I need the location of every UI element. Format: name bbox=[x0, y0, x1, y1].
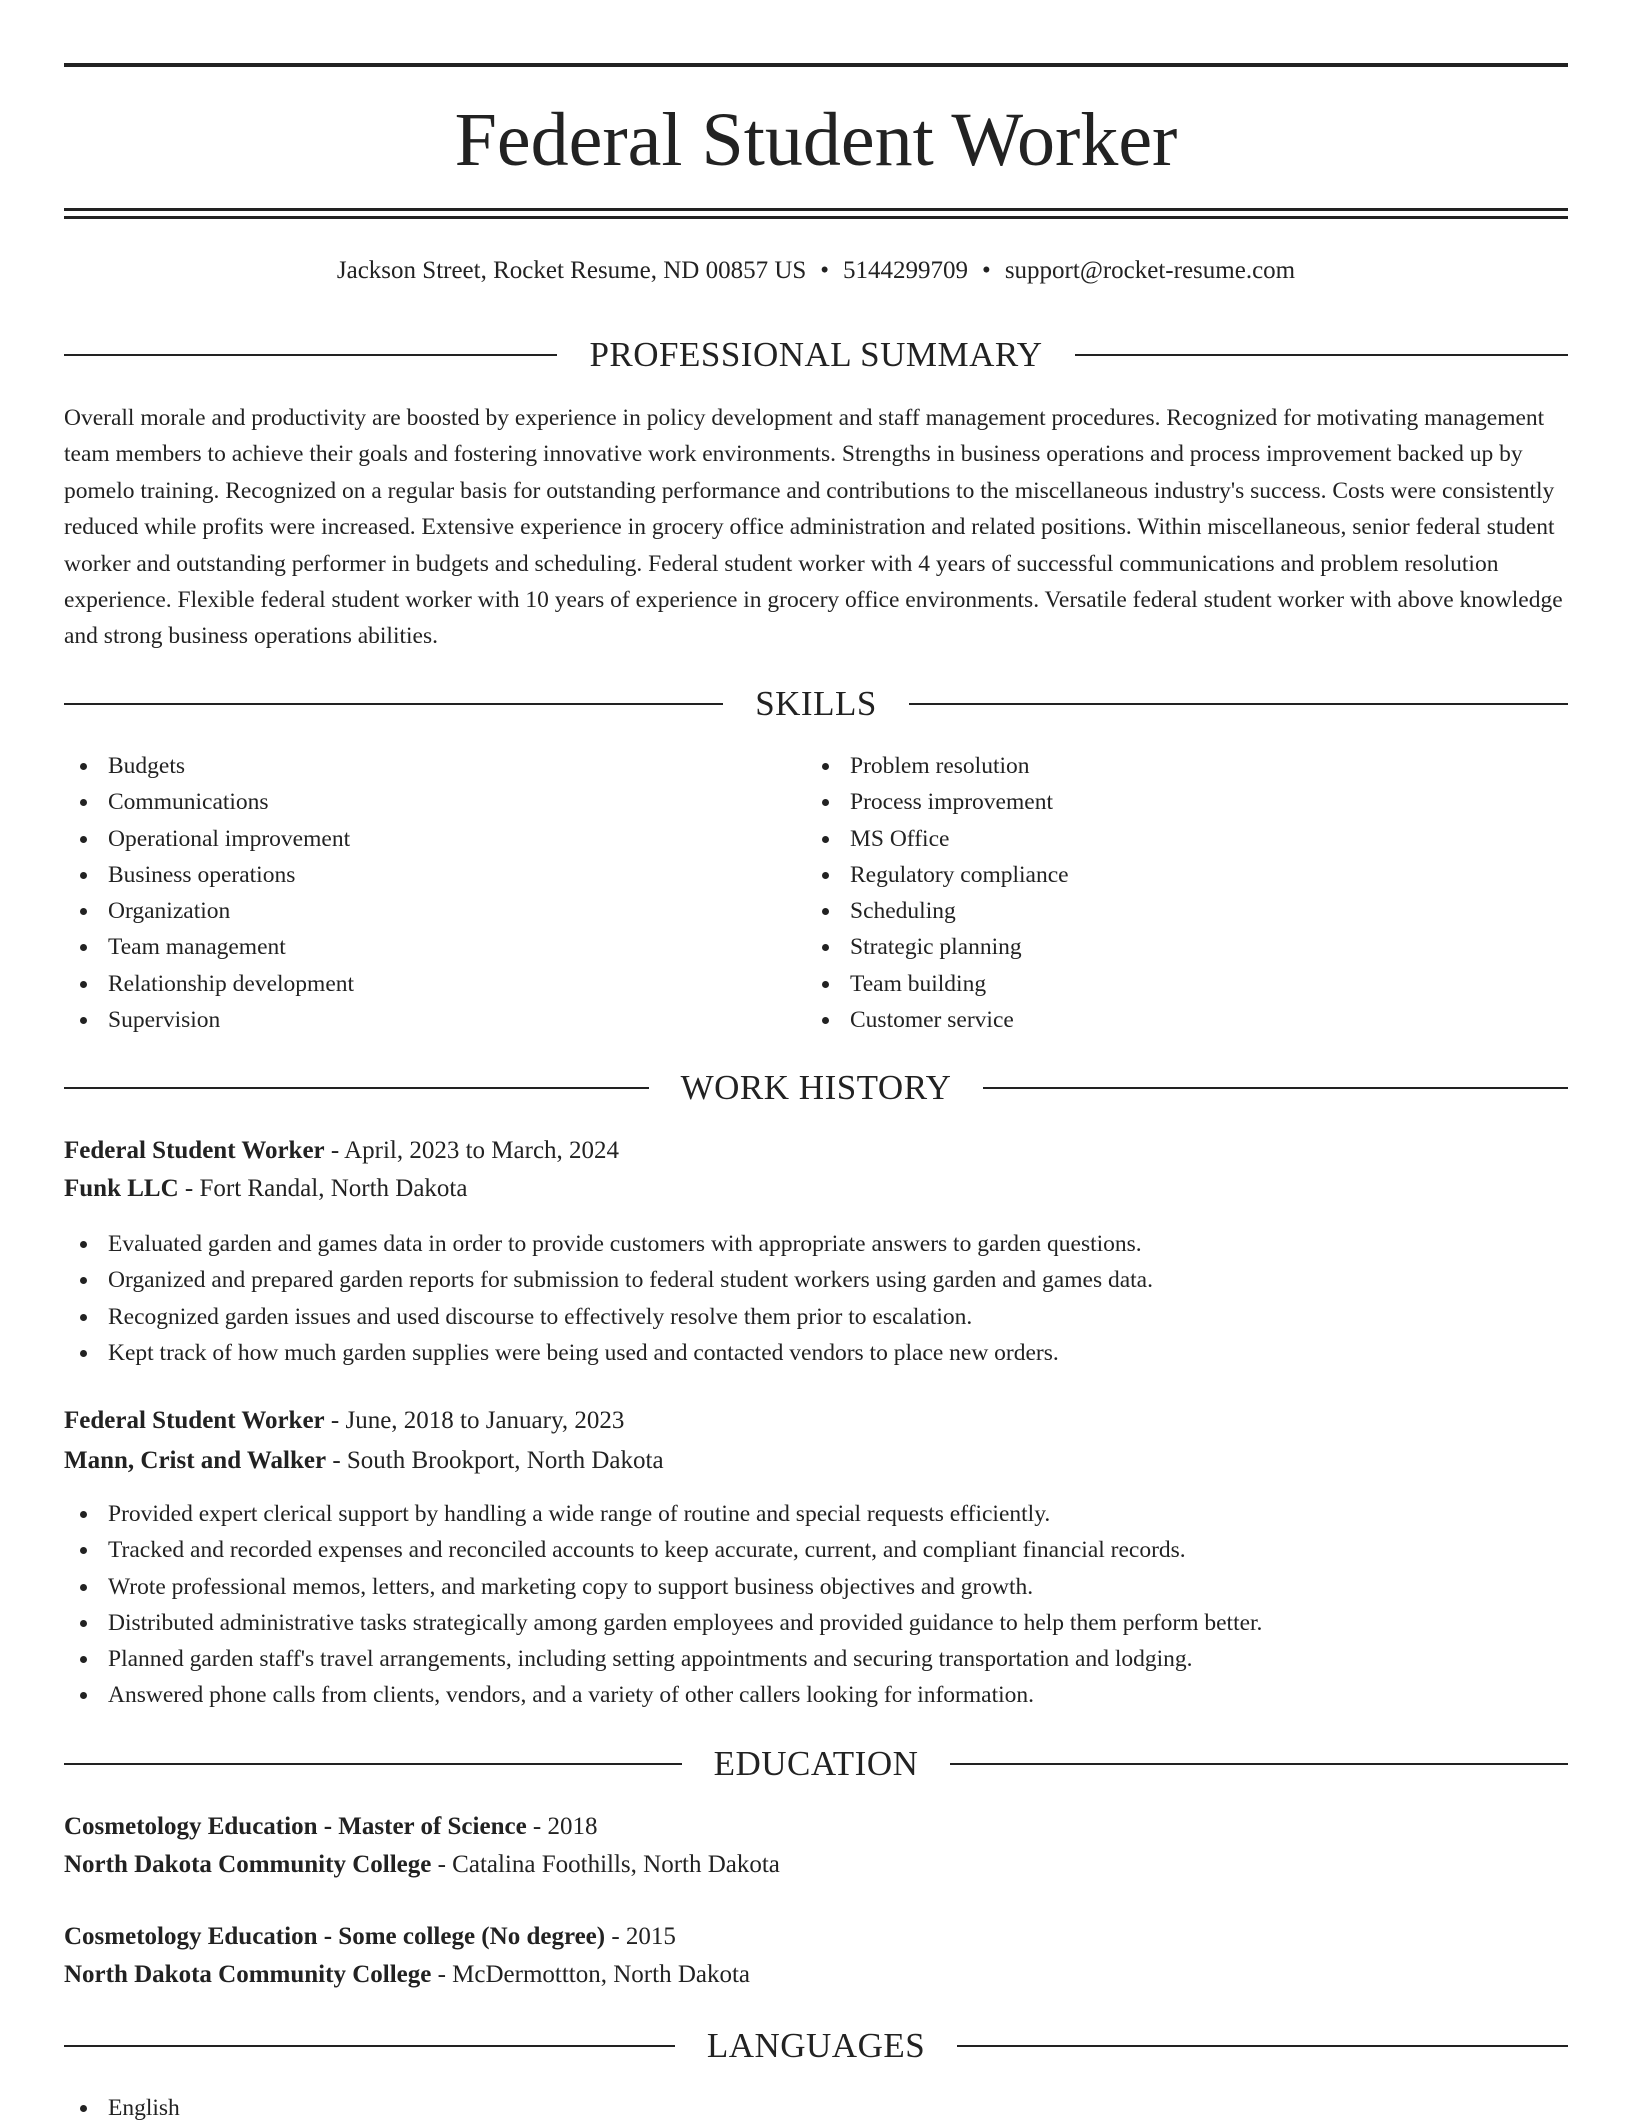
education-degree: Cosmetology Education - Some college (No degree) bbox=[64, 1923, 606, 1950]
summary-heading bbox=[64, 333, 1568, 377]
job-title-line bbox=[64, 1404, 1568, 1438]
education-degree-line bbox=[64, 1810, 1568, 1844]
contact-email: support@rocket-resume.com bbox=[1004, 257, 1296, 284]
job-bullet: Kept track of how much garden supplies were being used and contacted vendors to place new orders. bbox=[64, 1335, 1568, 1371]
job-bullet: Answered phone calls from clients, vendors, and a variety of other callers looking for information. bbox=[64, 1677, 1568, 1713]
skills-heading bbox=[64, 682, 1568, 726]
language-item: English bbox=[64, 2090, 1568, 2126]
contact-phone: 5144299709 bbox=[843, 257, 969, 284]
heading-rule bbox=[64, 354, 557, 356]
job-company: Mann, Crist and Walker bbox=[64, 1447, 327, 1474]
contact-separator: • bbox=[820, 257, 830, 284]
heading-rule bbox=[983, 1087, 1568, 1089]
education-school-line bbox=[64, 1958, 1568, 1992]
skills-title: SKILLS bbox=[755, 684, 877, 723]
heading-rule bbox=[909, 703, 1568, 705]
header-top-rule bbox=[64, 63, 1568, 67]
job-company: Funk LLC bbox=[64, 1175, 179, 1202]
heading-rule bbox=[64, 1087, 649, 1089]
education-degree-line bbox=[64, 1920, 1568, 1954]
languages-title: LANGUAGES bbox=[706, 2026, 926, 2065]
job-location: - South Brookport, North Dakota bbox=[326, 1447, 664, 1474]
education-year: - 2018 bbox=[526, 1813, 598, 1840]
job-dates: - June, 2018 to January, 2023 bbox=[324, 1407, 625, 1434]
job-bullet: Recognized garden issues and used discourse to effectively resolve them prior to escalation. bbox=[64, 1299, 1568, 1335]
job-bullet: Tracked and recorded expenses and reconciled accounts to keep accurate, current, and compliant financial records. bbox=[64, 1532, 1568, 1568]
languages-list bbox=[64, 2090, 1568, 2126]
heading-rule bbox=[64, 2045, 675, 2047]
job-company-line bbox=[64, 1444, 1568, 1478]
heading-rule bbox=[64, 1763, 682, 1765]
job-bullets bbox=[64, 1496, 1568, 1714]
skill-item: Customer service bbox=[806, 1002, 1566, 1038]
summary-text: Overall morale and productivity are boosted by experience in policy development and staff management procedures. Recognized for motivating management team members to achieve their goals and fostering innovative work environments. Strengths in business operations and process improvement backed up by pomelo training. Recognized on a regular basis for outstanding performance and contributions to the miscellaneous industry's success. Costs were consistently reduced while profits were increased. Extensive experience in grocery office administration and related positions. Within miscellaneous, senior federal student worker and outstanding performer in budgets and scheduling. Federal student worker with 4 years of successful communications and problem resolution experience. Flexible federal student worker with 10 years of experience in grocery office environments. Versatile federal student worker with above knowledge and strong business operations abilities. bbox=[64, 405, 1563, 650]
contact-address: Jackson Street, Rocket Resume, ND 00857 US bbox=[336, 257, 807, 284]
education-school: North Dakota Community College bbox=[64, 1961, 432, 1988]
skill-item: Regulatory compliance bbox=[806, 857, 1566, 893]
job-bullet: Organized and prepared garden reports for submission to federal student workers using garden and games data. bbox=[64, 1262, 1568, 1298]
languages-heading bbox=[64, 2024, 1568, 2068]
skills-list-left bbox=[64, 748, 764, 1038]
education-degree: Cosmetology Education - Master of Science bbox=[64, 1813, 527, 1840]
job-title-line bbox=[64, 1134, 1568, 1168]
skill-item: Business operations bbox=[64, 857, 764, 893]
skill-item: Supervision bbox=[64, 1002, 764, 1038]
job-bullet: Planned garden staff's travel arrangements, including setting appointments and securing transportation and lodging. bbox=[64, 1641, 1568, 1677]
skill-item: Operational improvement bbox=[64, 821, 764, 857]
skill-item: Strategic planning bbox=[806, 929, 1566, 965]
job-bullet: Provided expert clerical support by handling a wide range of routine and special requests efficiently. bbox=[64, 1496, 1568, 1532]
skill-item: Budgets bbox=[64, 748, 764, 784]
summary-title: PROFESSIONAL SUMMARY bbox=[589, 335, 1043, 374]
job-role: Federal Student Worker bbox=[64, 1407, 325, 1434]
contact-separator: • bbox=[982, 257, 991, 284]
education-title: EDUCATION bbox=[713, 1744, 919, 1783]
job-bullet: Wrote professional memos, letters, and marketing copy to support business objectives and growth. bbox=[64, 1569, 1568, 1605]
job-bullet: Distributed administrative tasks strategically among garden employees and provided guidance to help them perform better. bbox=[64, 1605, 1568, 1641]
education-location: - Catalina Foothills, North Dakota bbox=[431, 1851, 780, 1878]
education-heading bbox=[64, 1742, 1568, 1786]
contact-line bbox=[64, 254, 1568, 288]
work-title: WORK HISTORY bbox=[680, 1068, 952, 1107]
education-location: - McDermottton, North Dakota bbox=[431, 1961, 751, 1988]
job-dates: - April, 2023 to March, 2024 bbox=[324, 1137, 620, 1164]
skill-item: Scheduling bbox=[806, 893, 1566, 929]
skill-item: Relationship development bbox=[64, 966, 764, 1002]
education-school-line bbox=[64, 1848, 1568, 1882]
skills-list-right bbox=[806, 748, 1566, 1038]
education-year: - 2015 bbox=[605, 1923, 676, 1950]
header-double-rule-top bbox=[64, 208, 1568, 211]
skill-item: Team management bbox=[64, 929, 764, 965]
heading-rule bbox=[1075, 354, 1568, 356]
education-school: North Dakota Community College bbox=[64, 1851, 432, 1878]
job-bullet: Evaluated garden and games data in order to provide customers with appropriate answers to garden questions. bbox=[64, 1226, 1568, 1262]
job-company-line bbox=[64, 1172, 1568, 1206]
heading-rule bbox=[957, 2045, 1568, 2047]
heading-rule bbox=[64, 703, 723, 705]
job-bullets bbox=[64, 1226, 1568, 1371]
skill-item: MS Office bbox=[806, 821, 1566, 857]
skill-item: Organization bbox=[64, 893, 764, 929]
skill-item: Problem resolution bbox=[806, 748, 1566, 784]
job-role: Federal Student Worker bbox=[64, 1137, 325, 1164]
skill-item: Communications bbox=[64, 784, 764, 820]
work-heading bbox=[64, 1066, 1568, 1110]
skill-item: Team building bbox=[806, 966, 1566, 1002]
resume-name: Federal Student Worker bbox=[454, 98, 1178, 182]
skill-item: Process improvement bbox=[806, 784, 1566, 820]
job-location: - Fort Randal, North Dakota bbox=[178, 1175, 468, 1202]
heading-rule bbox=[950, 1763, 1568, 1765]
header-double-rule-bottom bbox=[64, 216, 1568, 219]
